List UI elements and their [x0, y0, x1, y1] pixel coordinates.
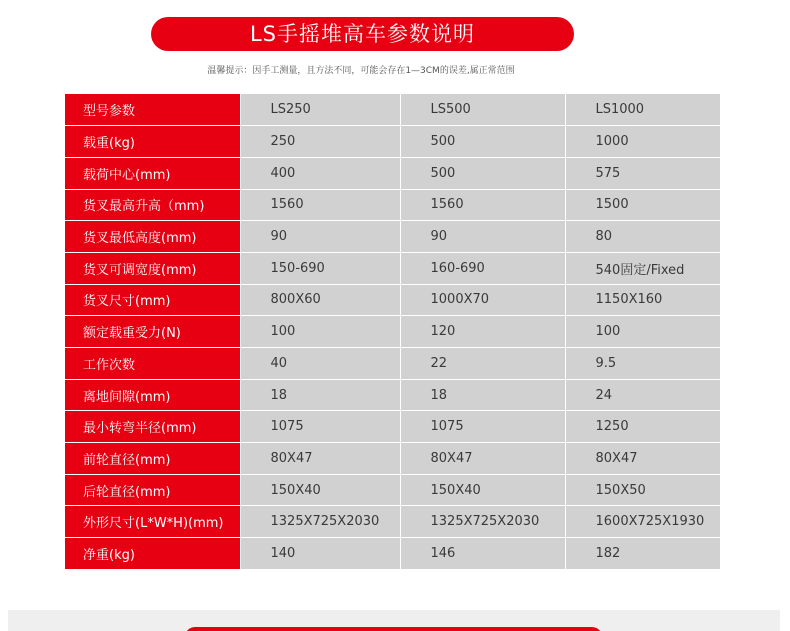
row-label: 额定载重受力(N) — [65, 316, 240, 348]
spec-table-body — [65, 94, 720, 569]
table-cell: 80 — [565, 221, 720, 253]
table-cell: 9.5 — [565, 348, 720, 380]
measurement-note: 温馨提示：因手工测量，且方法不同，可能会存在1—3CM的误差,属正常范围 — [207, 66, 515, 76]
row-label: 最小转弯半径(mm) — [65, 411, 240, 443]
table-cell: 250 — [240, 126, 400, 158]
table-cell: 540固定/Fixed — [565, 252, 720, 284]
table-cell: 120 — [400, 316, 565, 348]
table-cell: 500 — [400, 126, 565, 158]
row-label: 后轮直径(mm) — [65, 474, 240, 506]
table-cell: 150-690 — [240, 252, 400, 284]
table-row — [65, 252, 720, 284]
row-label: 货叉尺寸(mm) — [65, 284, 240, 316]
table-row — [65, 379, 720, 411]
table-cell: LS500 — [400, 94, 565, 126]
table-row — [65, 348, 720, 380]
table-row — [65, 284, 720, 316]
table-row — [65, 411, 720, 443]
table-cell: 1325X725X2030 — [240, 506, 400, 538]
table-cell: 1075 — [240, 411, 400, 443]
table-row — [65, 157, 720, 189]
table-cell: 22 — [400, 348, 565, 380]
row-label: 货叉可调宽度(mm) — [65, 252, 240, 284]
table-cell: 80X47 — [400, 443, 565, 475]
table-cell: 150X40 — [240, 474, 400, 506]
table-cell: 80X47 — [240, 443, 400, 475]
row-label: 型号参数 — [65, 94, 240, 126]
table-cell: LS250 — [240, 94, 400, 126]
table-cell: 1560 — [400, 189, 565, 221]
row-label: 前轮直径(mm) — [65, 443, 240, 475]
table-cell: 18 — [400, 379, 565, 411]
row-label: 货叉最高升高（mm) — [65, 189, 240, 221]
table-row — [65, 189, 720, 221]
table-cell: 1250 — [565, 411, 720, 443]
table-cell: 90 — [240, 221, 400, 253]
row-label: 货叉最低高度(mm) — [65, 221, 240, 253]
table-cell: 800X60 — [240, 284, 400, 316]
table-cell: 1560 — [240, 189, 400, 221]
table-cell: 18 — [240, 379, 400, 411]
row-label: 工作次数 — [65, 348, 240, 380]
table-row — [65, 316, 720, 348]
table-cell: 24 — [565, 379, 720, 411]
table-row — [65, 474, 720, 506]
table-cell: 1500 — [565, 189, 720, 221]
table-cell: 160-690 — [400, 252, 565, 284]
table-cell: 182 — [565, 538, 720, 570]
row-label: 离地间隙(mm) — [65, 379, 240, 411]
row-label: 载重(kg) — [65, 126, 240, 158]
table-cell: 1600X725X1930 — [565, 506, 720, 538]
table-row — [65, 221, 720, 253]
row-label: 载荷中心(mm) — [65, 157, 240, 189]
table-cell: 1325X725X2030 — [400, 506, 565, 538]
row-label: 外形尺寸(L*W*H)(mm) — [65, 506, 240, 538]
next-section-title-pill — [185, 627, 602, 631]
table-cell: 40 — [240, 348, 400, 380]
table-cell: 146 — [400, 538, 565, 570]
table-cell: 150X40 — [400, 474, 565, 506]
table-cell: 90 — [400, 221, 565, 253]
table-cell: 100 — [240, 316, 400, 348]
table-cell: 500 — [400, 157, 565, 189]
row-label: 净重(kg) — [65, 538, 240, 570]
table-row — [65, 538, 720, 570]
table-cell: 400 — [240, 157, 400, 189]
table-row — [65, 443, 720, 475]
spec-table — [65, 94, 720, 570]
table-cell: 1000X70 — [400, 284, 565, 316]
table-cell: 140 — [240, 538, 400, 570]
table-cell: LS1000 — [565, 94, 720, 126]
table-cell: 150X50 — [565, 474, 720, 506]
table-cell: 1000 — [565, 126, 720, 158]
table-cell: 575 — [565, 157, 720, 189]
page-title: LS手摇堆高车参数说明 — [151, 17, 574, 51]
table-cell: 1150X160 — [565, 284, 720, 316]
table-cell: 1075 — [400, 411, 565, 443]
table-cell: 80X47 — [565, 443, 720, 475]
table-row — [65, 126, 720, 158]
table-row — [65, 94, 720, 126]
table-row — [65, 506, 720, 538]
table-cell: 100 — [565, 316, 720, 348]
